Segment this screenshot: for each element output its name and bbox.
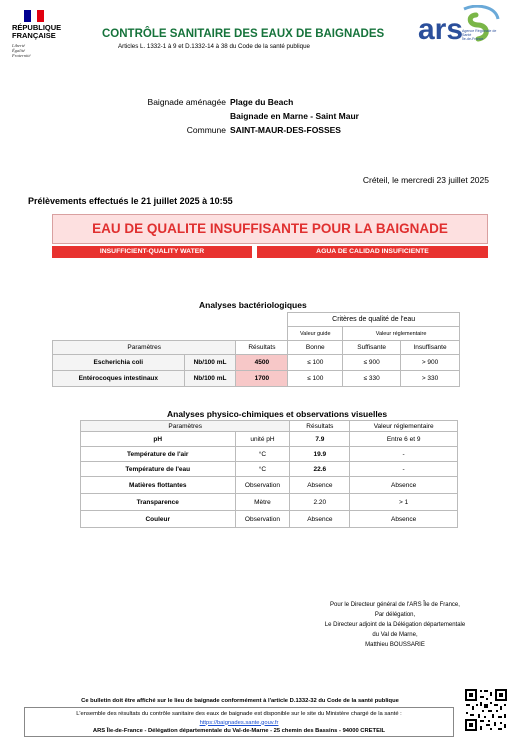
- verdict-es: AGUA DE CALIDAD INSUFICIENTE: [257, 246, 488, 258]
- rf-title: RÉPUBLIQUE FRANÇAISE: [12, 23, 62, 40]
- param-name: Transparence: [81, 494, 236, 511]
- qr-code-icon: [464, 688, 508, 732]
- ars-logo-text: ars: [418, 13, 464, 46]
- param-name: Température de l'air: [81, 447, 236, 462]
- ars-logo: [418, 5, 502, 47]
- footer-box: [24, 707, 454, 737]
- param-name: Matières flottantes: [81, 477, 236, 494]
- table-row: [81, 511, 458, 528]
- param-bonne: ≤ 100: [288, 371, 343, 387]
- signature-line: Par délégation,: [374, 612, 416, 618]
- footer-notice: Ce bulletin doit être affiché sur le lieu de baignade conformément à l'article D.1332-32 du Code de la santé publique: [81, 698, 399, 704]
- table-row: [53, 355, 460, 371]
- col-results: Résultats: [236, 341, 288, 355]
- signature-line: du Val de Marne,: [372, 632, 418, 638]
- prelevement-line: Prélèvements effectués le 21 juillet 2025 à 10:55: [28, 196, 233, 206]
- page-subtitle: Articles L. 1332-1 à 9 et D.1332-14 à 38 du Code de la santé publique: [118, 43, 310, 50]
- commune-label: Commune: [186, 125, 226, 135]
- param-regl: > 1: [350, 494, 458, 511]
- param-regl: Absence: [350, 511, 458, 528]
- param-bonne: ≤ 100: [288, 355, 343, 371]
- table-row: [53, 371, 460, 387]
- commune-name: SAINT-MAUR-DES-FOSSES: [230, 125, 341, 135]
- param-name: Escherichia coli: [53, 355, 185, 371]
- signature-name: Matthieu BOUSSARIE: [365, 642, 425, 648]
- col-params: Paramètres: [81, 421, 290, 432]
- page-title: CONTRÔLE SANITAIRE DES EAUX DE BAIGNADES: [102, 28, 385, 40]
- param-result: 2.20: [290, 494, 350, 511]
- criteria-title: Critères de qualité de l'eau: [288, 313, 460, 327]
- param-insuff: > 900: [401, 355, 460, 371]
- baignade-detail: Baignade en Marne - Saint Maur: [230, 111, 359, 121]
- date-line: Créteil, le mercredi 23 juillet 2025: [362, 175, 489, 185]
- table-row: [81, 462, 458, 477]
- baignade-label: Baignade aménagée: [147, 97, 226, 107]
- verdict-banner: EAU DE QUALITE INSUFFISANTE POUR LA BAIGNADE: [52, 214, 488, 244]
- footer-link[interactable]: https://baignades.sante.gouv.fr: [199, 719, 279, 726]
- param-unit: unité pH: [235, 432, 290, 447]
- footer-line: L'ensemble des résultats du contrôle sanitaire des eaux de baignade est disponible sur le site du Ministère chargé de la santé :: [76, 711, 402, 717]
- param-insuff: > 330: [401, 371, 460, 387]
- col-insuffisante: Insuffisante: [401, 341, 460, 355]
- param-unit: Observation: [235, 511, 290, 528]
- param-result: 22.6: [290, 462, 350, 477]
- qr-code-graphic: [464, 688, 508, 732]
- col-regl: Valeur réglementaire: [350, 421, 458, 432]
- param-result: 7.9: [290, 432, 350, 447]
- signature-line: Pour le Directeur général de l'ARS Île de France,: [330, 602, 460, 608]
- physico-title: Analyses physico-chimiques et observations visuelles: [167, 409, 388, 419]
- param-regl: -: [350, 447, 458, 462]
- param-name: Température de l'eau: [81, 462, 236, 477]
- param-unit: Observation: [235, 477, 290, 494]
- signature-block: [295, 600, 495, 650]
- rf-motto: Liberté Égalité Fraternité: [12, 43, 31, 58]
- bacterio-title: Analyses bactériologiques: [199, 300, 307, 310]
- param-suff: ≤ 330: [343, 371, 401, 387]
- param-name: Couleur: [81, 511, 236, 528]
- regl-label: Valeur réglementaire: [343, 327, 460, 341]
- col-bonne: Bonne: [288, 341, 343, 355]
- signature-line: Le Directeur adjoint de la Délégation départementale: [324, 622, 466, 628]
- param-unit: °C: [235, 447, 290, 462]
- verdict-en: INSUFFICIENT-QUALITY WATER: [52, 246, 252, 258]
- republique-francaise-logo: [12, 10, 74, 68]
- table-row: [81, 494, 458, 511]
- param-name: Entérocoques intestinaux: [53, 371, 185, 387]
- col-results: Résultats: [290, 421, 350, 432]
- table-row: [81, 447, 458, 462]
- param-result: Absence: [290, 511, 350, 528]
- col-suffisante: Suffisante: [343, 341, 401, 355]
- col-params: Paramètres: [53, 341, 236, 355]
- param-unit: Mètre: [235, 494, 290, 511]
- param-unit: Nb/100 mL: [184, 371, 236, 387]
- footer-address: ARS Île-de-France - Délégation départementale du Val-de-Marne - 25 chemin des Bassins - 94000 CRETEIL: [92, 728, 386, 734]
- param-regl: -: [350, 462, 458, 477]
- param-unit: Nb/100 mL: [184, 355, 236, 371]
- param-result: 1700: [236, 371, 288, 387]
- param-name: pH: [81, 432, 236, 447]
- param-result: 19.9: [290, 447, 350, 462]
- physico-table: [80, 420, 458, 528]
- ars-tagline: Agence Régionale de Santé Île-de-France: [462, 29, 497, 42]
- french-flag-icon: [24, 10, 44, 22]
- bacterio-table: [52, 312, 460, 387]
- baignade-name: Plage du Beach: [230, 97, 294, 107]
- guide-label: Valeur guide: [288, 327, 343, 341]
- param-suff: ≤ 900: [343, 355, 401, 371]
- table-row: [81, 432, 458, 447]
- param-regl: Entre 6 et 9: [350, 432, 458, 447]
- param-unit: °C: [235, 462, 290, 477]
- param-regl: Absence: [350, 477, 458, 494]
- table-row: [81, 477, 458, 494]
- param-result: Absence: [290, 477, 350, 494]
- param-result: 4500: [236, 355, 288, 371]
